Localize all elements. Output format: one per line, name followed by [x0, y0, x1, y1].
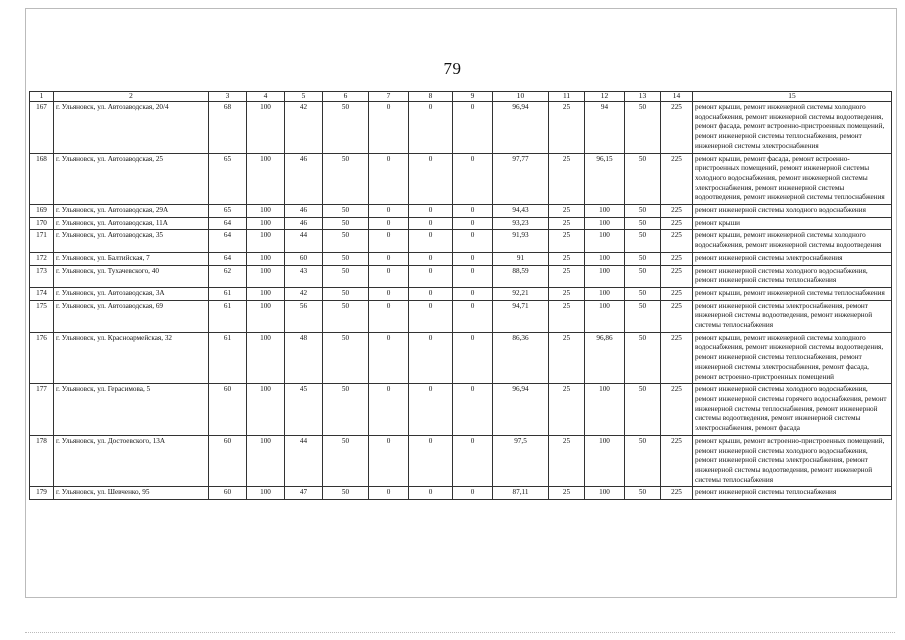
col-14-value: 225 [661, 287, 693, 300]
column-header: 3 [209, 92, 247, 102]
col-8-value: 0 [409, 252, 453, 265]
col-3-value: 62 [209, 265, 247, 287]
column-header: 9 [453, 92, 493, 102]
column-header: 15 [693, 92, 892, 102]
row-number: 177 [30, 384, 54, 436]
col-5-value: 44 [285, 435, 323, 487]
col-3-value: 61 [209, 300, 247, 332]
col-8-value: 0 [409, 102, 453, 154]
col-3-value: 60 [209, 435, 247, 487]
address: г. Ульяновск, ул. Шевченко, 95 [54, 487, 209, 500]
col-10-value: 87,11 [493, 487, 549, 500]
col-10-value: 92,21 [493, 287, 549, 300]
col-13-value: 50 [625, 287, 661, 300]
col-11-value: 25 [549, 384, 585, 436]
col-6-value: 50 [323, 205, 369, 218]
col-8-value: 0 [409, 265, 453, 287]
col-10-value: 96,94 [493, 102, 549, 154]
col-8-value: 0 [409, 384, 453, 436]
col-12-value: 100 [585, 230, 625, 252]
col-11-value: 25 [549, 435, 585, 487]
col-8-value: 0 [409, 230, 453, 252]
col-8-value: 0 [409, 332, 453, 384]
col-9-value: 0 [453, 252, 493, 265]
column-header: 10 [493, 92, 549, 102]
col-14-value: 225 [661, 252, 693, 265]
col-12-value: 100 [585, 252, 625, 265]
col-7-value: 0 [369, 230, 409, 252]
col-4-value: 100 [247, 287, 285, 300]
col-11-value: 25 [549, 332, 585, 384]
repair-works: ремонт инженерной системы холодного водоснабжения [693, 205, 892, 218]
col-6-value: 50 [323, 487, 369, 500]
col-10-value: 91,93 [493, 230, 549, 252]
col-7-value: 0 [369, 153, 409, 205]
col-5-value: 47 [285, 487, 323, 500]
col-5-value: 46 [285, 205, 323, 218]
col-5-value: 56 [285, 300, 323, 332]
address: г. Ульяновск, ул. Балтийская, 7 [54, 252, 209, 265]
col-5-value: 46 [285, 217, 323, 230]
col-8-value: 0 [409, 300, 453, 332]
col-9-value: 0 [453, 265, 493, 287]
col-3-value: 60 [209, 487, 247, 500]
col-14-value: 225 [661, 300, 693, 332]
col-14-value: 225 [661, 205, 693, 218]
col-13-value: 50 [625, 205, 661, 218]
col-6-value: 50 [323, 252, 369, 265]
column-header: 6 [323, 92, 369, 102]
col-13-value: 50 [625, 487, 661, 500]
col-10-value: 94,71 [493, 300, 549, 332]
col-11-value: 25 [549, 102, 585, 154]
table-row [30, 384, 892, 436]
col-3-value: 60 [209, 384, 247, 436]
address: г. Ульяновск, ул. Герасимова, 5 [54, 384, 209, 436]
col-7-value: 0 [369, 217, 409, 230]
col-14-value: 225 [661, 217, 693, 230]
col-9-value: 0 [453, 153, 493, 205]
table-row [30, 205, 892, 218]
col-5-value: 43 [285, 265, 323, 287]
col-4-value: 100 [247, 332, 285, 384]
col-7-value: 0 [369, 435, 409, 487]
column-header: 13 [625, 92, 661, 102]
table-row [30, 265, 892, 287]
repair-works: ремонт крыши [693, 217, 892, 230]
table-row [30, 102, 892, 154]
col-4-value: 100 [247, 300, 285, 332]
repair-works: ремонт крыши, ремонт инженерной системы холодного водоснабжения, ремонт инженерной системы водоотведения, ремонт фасада, ремонт встроенно-пристроенных помещений, ремонт инженерной системы теплоснабжения, ремонт инженерной системы электроснабжения [693, 102, 892, 154]
col-3-value: 64 [209, 230, 247, 252]
col-6-value: 50 [323, 300, 369, 332]
col-6-value: 50 [323, 332, 369, 384]
col-3-value: 65 [209, 205, 247, 218]
col-7-value: 0 [369, 287, 409, 300]
address: г. Ульяновск, ул. Автозаводская, 20/4 [54, 102, 209, 154]
col-10-value: 96,94 [493, 384, 549, 436]
column-header: 4 [247, 92, 285, 102]
col-9-value: 0 [453, 384, 493, 436]
col-13-value: 50 [625, 435, 661, 487]
repair-works: ремонт крыши, ремонт фасада, ремонт встроенно-пристроенных помещений, ремонт инженерной системы холодного водоснабжения, ремонт инженерной системы электроснабжения, ремонт инженерной системы водоотведения, ремонт инженерной системы теплоснабжения [693, 153, 892, 205]
col-3-value: 61 [209, 287, 247, 300]
col-7-value: 0 [369, 102, 409, 154]
row-number: 176 [30, 332, 54, 384]
col-14-value: 225 [661, 265, 693, 287]
col-13-value: 50 [625, 252, 661, 265]
page-number: 79 [443, 59, 462, 78]
row-number: 178 [30, 435, 54, 487]
col-9-value: 0 [453, 487, 493, 500]
col-3-value: 64 [209, 217, 247, 230]
col-5-value: 44 [285, 230, 323, 252]
address: г. Ульяновск, ул. Автозаводская, 69 [54, 300, 209, 332]
col-13-value: 50 [625, 332, 661, 384]
col-12-value: 100 [585, 217, 625, 230]
table-body [30, 92, 892, 500]
row-number: 179 [30, 487, 54, 500]
col-7-value: 0 [369, 332, 409, 384]
row-number: 174 [30, 287, 54, 300]
col-7-value: 0 [369, 265, 409, 287]
col-4-value: 100 [247, 153, 285, 205]
row-number: 172 [30, 252, 54, 265]
col-7-value: 0 [369, 252, 409, 265]
col-12-value: 100 [585, 300, 625, 332]
col-8-value: 0 [409, 205, 453, 218]
col-11-value: 25 [549, 265, 585, 287]
address: г. Ульяновск, ул. Тухачевского, 40 [54, 265, 209, 287]
col-9-value: 0 [453, 230, 493, 252]
col-11-value: 25 [549, 300, 585, 332]
col-4-value: 100 [247, 384, 285, 436]
col-9-value: 0 [453, 102, 493, 154]
col-9-value: 0 [453, 332, 493, 384]
col-3-value: 68 [209, 102, 247, 154]
col-14-value: 225 [661, 153, 693, 205]
column-header: 1 [30, 92, 54, 102]
table-row [30, 217, 892, 230]
col-5-value: 42 [285, 287, 323, 300]
column-header: 8 [409, 92, 453, 102]
repair-works: ремонт крыши, ремонт инженерной системы теплоснабжения [693, 287, 892, 300]
col-4-value: 100 [247, 205, 285, 218]
address: г. Ульяновск, ул. Достоевского, 13А [54, 435, 209, 487]
column-header: 14 [661, 92, 693, 102]
table-row [30, 230, 892, 252]
column-header: 11 [549, 92, 585, 102]
col-12-value: 100 [585, 435, 625, 487]
col-9-value: 0 [453, 435, 493, 487]
col-13-value: 50 [625, 265, 661, 287]
column-header: 5 [285, 92, 323, 102]
col-6-value: 50 [323, 384, 369, 436]
repair-works: ремонт инженерной системы электроснабжения [693, 252, 892, 265]
col-6-value: 50 [323, 153, 369, 205]
table-row [30, 332, 892, 384]
col-4-value: 100 [247, 230, 285, 252]
col-5-value: 60 [285, 252, 323, 265]
row-number: 175 [30, 300, 54, 332]
col-10-value: 88,59 [493, 265, 549, 287]
col-6-value: 50 [323, 265, 369, 287]
col-10-value: 93,23 [493, 217, 549, 230]
col-4-value: 100 [247, 435, 285, 487]
col-6-value: 50 [323, 102, 369, 154]
col-8-value: 0 [409, 487, 453, 500]
table-row [30, 300, 892, 332]
row-number: 169 [30, 205, 54, 218]
col-13-value: 50 [625, 230, 661, 252]
col-13-value: 50 [625, 153, 661, 205]
address: г. Ульяновск, ул. Красноармейская, 32 [54, 332, 209, 384]
col-7-value: 0 [369, 487, 409, 500]
col-11-value: 25 [549, 153, 585, 205]
row-number: 173 [30, 265, 54, 287]
repair-works: ремонт крыши, ремонт инженерной системы холодного водоснабжения, ремонт инженерной системы водоотведения, ремонт инженерной системы теплоснабжения, ремонт инженерной системы электроснабжения, ремонт фасада, ремонт встроенно-пристроенных помещений [693, 332, 892, 384]
column-header: 12 [585, 92, 625, 102]
col-4-value: 100 [247, 265, 285, 287]
repair-works: ремонт крыши, ремонт инженерной системы холодного водоснабжения, ремонт инженерной системы водоотведения [693, 230, 892, 252]
col-13-value: 50 [625, 102, 661, 154]
col-9-value: 0 [453, 300, 493, 332]
col-8-value: 0 [409, 287, 453, 300]
col-14-value: 225 [661, 332, 693, 384]
table-row [30, 487, 892, 500]
repair-works: ремонт инженерной системы холодного водоснабжения, ремонт инженерной системы горячего водоснабжения, ремонт инженерной системы теплоснабжения, ремонт инженерной системы водоотведения, ремонт инженерной системы электроснабжения, ремонт фасада [693, 384, 892, 436]
table-row [30, 287, 892, 300]
table-row [30, 252, 892, 265]
col-10-value: 91 [493, 252, 549, 265]
col-8-value: 0 [409, 435, 453, 487]
col-5-value: 45 [285, 384, 323, 436]
col-12-value: 100 [585, 384, 625, 436]
col-10-value: 94,43 [493, 205, 549, 218]
col-12-value: 94 [585, 102, 625, 154]
column-header: 2 [54, 92, 209, 102]
page-footer-line [25, 632, 895, 633]
repair-works: ремонт инженерной системы теплоснабжения [693, 487, 892, 500]
repair-works: ремонт инженерной системы холодного водоснабжения, ремонт инженерной системы теплоснабжения [693, 265, 892, 287]
table-row [30, 435, 892, 487]
col-9-value: 0 [453, 287, 493, 300]
col-8-value: 0 [409, 217, 453, 230]
col-9-value: 0 [453, 217, 493, 230]
col-14-value: 225 [661, 487, 693, 500]
col-8-value: 0 [409, 153, 453, 205]
col-12-value: 96,15 [585, 153, 625, 205]
col-6-value: 50 [323, 435, 369, 487]
row-number: 168 [30, 153, 54, 205]
address: г. Ульяновск, ул. Автозаводская, 29А [54, 205, 209, 218]
row-number: 170 [30, 217, 54, 230]
col-9-value: 0 [453, 205, 493, 218]
table-row [30, 153, 892, 205]
col-6-value: 50 [323, 230, 369, 252]
col-10-value: 86,36 [493, 332, 549, 384]
col-10-value: 97,5 [493, 435, 549, 487]
col-7-value: 0 [369, 300, 409, 332]
repair-program-table [29, 91, 892, 500]
col-12-value: 100 [585, 205, 625, 218]
col-5-value: 46 [285, 153, 323, 205]
col-4-value: 100 [247, 217, 285, 230]
col-6-value: 50 [323, 217, 369, 230]
col-11-value: 25 [549, 252, 585, 265]
col-14-value: 225 [661, 230, 693, 252]
row-number: 171 [30, 230, 54, 252]
col-12-value: 96,86 [585, 332, 625, 384]
address: г. Ульяновск, ул. Автозаводская, 11А [54, 217, 209, 230]
col-3-value: 61 [209, 332, 247, 384]
address: г. Ульяновск, ул. Автозаводская, 25 [54, 153, 209, 205]
col-11-value: 25 [549, 217, 585, 230]
col-3-value: 64 [209, 252, 247, 265]
address: г. Ульяновск, ул. Автозаводская, 3А [54, 287, 209, 300]
col-5-value: 48 [285, 332, 323, 384]
col-4-value: 100 [247, 487, 285, 500]
col-13-value: 50 [625, 384, 661, 436]
address: г. Ульяновск, ул. Автозаводская, 35 [54, 230, 209, 252]
repair-works: ремонт крыши, ремонт встроенно-пристроенных помещений, ремонт инженерной системы холодного водоснабжения, ремонт инженерной системы электроснабжения, ремонт инженерной системы водоотведения, ремонт инженерной системы теплоснабжения [693, 435, 892, 487]
col-12-value: 100 [585, 487, 625, 500]
col-11-value: 25 [549, 287, 585, 300]
repair-works: ремонт инженерной системы электроснабжения, ремонт инженерной системы водоотведения, ремонт инженерной системы теплоснабжения [693, 300, 892, 332]
col-14-value: 225 [661, 384, 693, 436]
col-13-value: 50 [625, 300, 661, 332]
col-6-value: 50 [323, 287, 369, 300]
col-4-value: 100 [247, 252, 285, 265]
col-5-value: 42 [285, 102, 323, 154]
col-12-value: 100 [585, 265, 625, 287]
column-header: 7 [369, 92, 409, 102]
col-3-value: 65 [209, 153, 247, 205]
col-11-value: 25 [549, 205, 585, 218]
col-7-value: 0 [369, 384, 409, 436]
row-number: 167 [30, 102, 54, 154]
col-7-value: 0 [369, 205, 409, 218]
col-14-value: 225 [661, 102, 693, 154]
col-4-value: 100 [247, 102, 285, 154]
col-12-value: 100 [585, 287, 625, 300]
col-10-value: 97,77 [493, 153, 549, 205]
header-row [30, 92, 892, 102]
col-13-value: 50 [625, 217, 661, 230]
col-11-value: 25 [549, 230, 585, 252]
col-11-value: 25 [549, 487, 585, 500]
col-14-value: 225 [661, 435, 693, 487]
